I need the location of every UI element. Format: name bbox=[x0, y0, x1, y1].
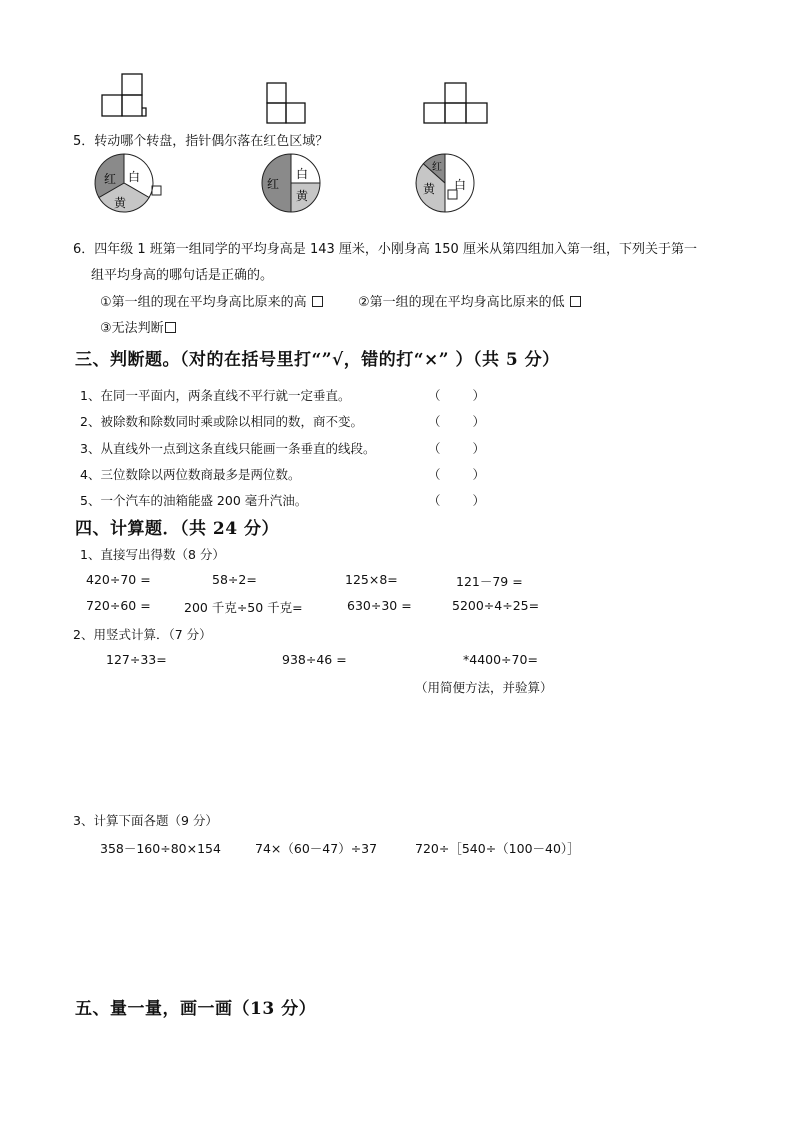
mental-calc-7: 630÷30 = bbox=[347, 598, 412, 613]
spinner-3-white-label: 白 bbox=[454, 178, 467, 192]
section-3-title: 三、判断题。（对的在括号里打“”√，错的打“×” ）（共 5 分） bbox=[75, 350, 560, 370]
block-figure-1 bbox=[100, 72, 152, 120]
option-1-text: ①第一组的现在平均身高比原来的高 bbox=[100, 295, 307, 310]
judge-item-1-bracket[interactable]: （ ） bbox=[428, 388, 485, 403]
section-4-title: 四、计算题．（共 24 分） bbox=[75, 519, 279, 539]
judge-item-1: 1、在同一平面内，两条直线不平行就一定垂直。 bbox=[80, 388, 351, 403]
mental-calc-5: 720÷60 = bbox=[86, 598, 151, 613]
question-6-option-2 bbox=[358, 291, 581, 310]
option-1-checkbox[interactable] bbox=[312, 296, 323, 307]
vertical-calc-2: 938÷46 = bbox=[282, 652, 347, 667]
mental-calc-2: 58÷2= bbox=[212, 572, 257, 587]
expression-1: 358－160÷80×154 bbox=[100, 841, 221, 856]
spinner-1-yellow-label: 黄 bbox=[114, 196, 127, 210]
judge-item-4-bracket[interactable]: （ ） bbox=[428, 467, 485, 482]
question-6-line2: 组平均身高的哪句话是正确的。 bbox=[91, 268, 274, 283]
mental-calc-6: 200 千克÷50 千克= bbox=[184, 600, 303, 615]
spinner-1-white-label: 白 bbox=[128, 170, 141, 184]
spinner-3-yellow-label: 黄 bbox=[423, 182, 436, 196]
question-5-text: 5．转动哪个转盘，指针偶尔落在红色区域？ bbox=[73, 134, 329, 149]
spinner-1 bbox=[92, 152, 164, 216]
vertical-calc-note: （用简便方法，并验算） bbox=[415, 680, 553, 695]
option-2-checkbox[interactable] bbox=[570, 296, 581, 307]
spinner-2 bbox=[258, 152, 328, 216]
expression-3: 720÷［540÷（100－40）］ bbox=[415, 841, 580, 856]
mental-calc-3: 125×8= bbox=[345, 572, 398, 587]
block-figure-3 bbox=[422, 80, 490, 126]
section-5-title: 五、量一量，画一画（13 分） bbox=[75, 999, 317, 1019]
spinner-1-checkbox[interactable] bbox=[152, 186, 161, 195]
spinner-2-red-label: 红 bbox=[267, 177, 280, 191]
calc-sub-1: 1、直接写出得数（8 分） bbox=[80, 547, 225, 562]
spinner-2-white-label: 白 bbox=[296, 167, 309, 181]
judge-item-4: 4、三位数除以两位数商最多是两位数。 bbox=[80, 467, 301, 482]
option-2-text: ②第一组的现在平均身高比原来的低 bbox=[358, 295, 565, 310]
mental-calc-4: 121－79 = bbox=[456, 574, 523, 589]
mental-calc-8: 5200÷4÷25= bbox=[452, 598, 540, 613]
spinner-3 bbox=[412, 152, 480, 216]
spinner-1-red-label: 红 bbox=[104, 172, 117, 186]
vertical-calc-3: *4400÷70= bbox=[463, 652, 538, 667]
question-6-line1: 6．四年级 1 班第一组同学的平均身高是 143 厘米，小刚身高 150 厘米从第四组加入第一组，下列关于第一 bbox=[73, 242, 697, 257]
block-figure-2 bbox=[264, 80, 308, 126]
judge-item-2: 2、被除数和除数同时乘或除以相同的数，商不变。 bbox=[80, 414, 363, 429]
judge-item-3-bracket[interactable]: （ ） bbox=[428, 441, 485, 456]
expression-2: 74×（60－47）÷37 bbox=[255, 841, 378, 856]
option-3-text: ③无法判断 bbox=[100, 321, 164, 336]
mental-calc-1: 420÷70 = bbox=[86, 572, 151, 587]
question-6-option-3 bbox=[100, 317, 176, 336]
vertical-calc-1: 127÷33= bbox=[106, 652, 167, 667]
judge-item-3: 3、从直线外一点到这条直线只能画一条垂直的线段。 bbox=[80, 441, 376, 456]
calc-sub-3: 3、计算下面各题（9 分） bbox=[73, 813, 218, 828]
calc-sub-2: 2、用竖式计算．（7 分） bbox=[73, 627, 212, 642]
question-6-option-1 bbox=[100, 291, 323, 310]
spinner-2-yellow-label: 黄 bbox=[296, 189, 309, 203]
judge-item-5-bracket[interactable]: （ ） bbox=[428, 493, 485, 508]
spinner-3-red-label: 红 bbox=[432, 162, 442, 173]
option-3-checkbox[interactable] bbox=[165, 322, 176, 333]
judge-item-5: 5、一个汽车的油箱能盛 200 毫升汽油。 bbox=[80, 493, 308, 508]
judge-item-2-bracket[interactable]: （ ） bbox=[428, 414, 485, 429]
